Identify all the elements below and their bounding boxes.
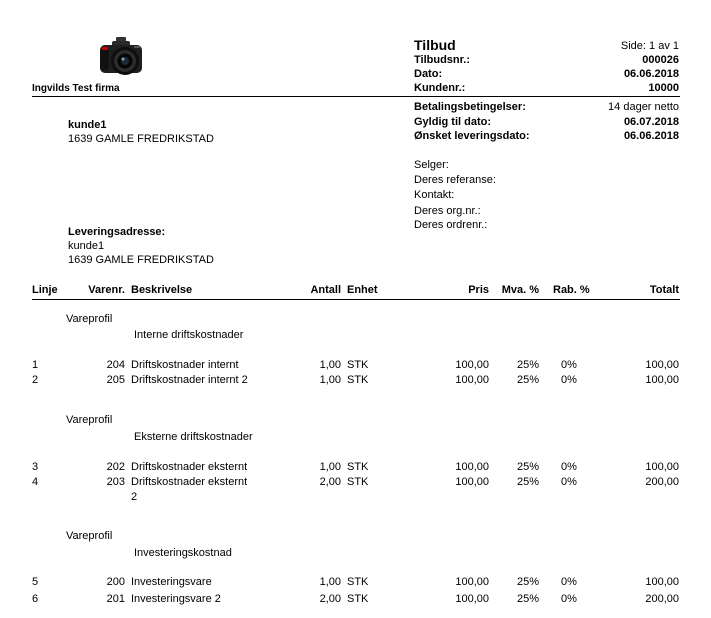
row-qty: 1,00 [319, 359, 341, 371]
payment-terms-label: Betalingsbetingelser: [414, 101, 526, 113]
row-unit: STK [347, 593, 369, 605]
row-discount: 0% [561, 359, 577, 371]
row-qty: 2,00 [319, 476, 341, 488]
date-value: 06.06.2018 [623, 68, 679, 80]
table-header-divider [32, 299, 680, 300]
row-total: 100,00 [645, 576, 679, 588]
header-divider [32, 96, 680, 97]
row-price: 100,00 [455, 576, 489, 588]
group-profile-label: Vareprofil [66, 313, 113, 325]
contact-label: Kontakt: [414, 189, 455, 201]
row-qty: 2,00 [319, 593, 341, 605]
customer-no-value: 10000 [648, 82, 679, 94]
row-total: 200,00 [645, 476, 679, 488]
delivery-address: 1639 GAMLE FREDRIKSTAD [68, 254, 214, 266]
col-header-total: Totalt [649, 284, 679, 296]
row-item-no: 201 [106, 593, 125, 605]
row-price: 100,00 [455, 593, 489, 605]
col-header-line: Linje [32, 284, 58, 296]
row-qty: 1,00 [319, 374, 341, 386]
col-header-item-no: Varenr. [88, 284, 125, 296]
delivery-name: kunde1 [68, 240, 105, 252]
company-logo [96, 32, 146, 82]
row-description: Driftskostnader eksternt [131, 461, 248, 473]
delivery-date-label: Ønsket leveringsdato: [414, 130, 530, 142]
row-qty: 1,00 [319, 576, 341, 588]
col-header-qty: Antall [310, 284, 341, 296]
row-unit: STK [347, 576, 369, 588]
valid-to-value: 06.07.2018 [623, 116, 679, 128]
row-discount: 0% [561, 593, 577, 605]
company-name: Ingvilds Test firma [32, 83, 120, 94]
row-vat: 25% [516, 461, 539, 473]
row-total: 100,00 [645, 359, 679, 371]
col-header-price: Pris [468, 284, 489, 296]
row-line: 4 [32, 476, 39, 488]
date-label: Dato: [414, 68, 443, 80]
row-discount: 0% [561, 461, 577, 473]
row-item-no: 204 [106, 359, 125, 371]
row-unit: STK [347, 374, 369, 386]
seller-label: Selger: [414, 159, 449, 171]
row-description: Driftskostnader internt [131, 359, 239, 371]
row-vat: 25% [516, 359, 539, 371]
their-order-label: Deres ordrenr.: [414, 219, 488, 231]
row-price: 100,00 [455, 476, 489, 488]
page-info [621, 40, 679, 53]
row-line: 3 [32, 461, 39, 473]
row-description: Driftskostnader eksternt [131, 476, 248, 488]
offer-no-value: 000026 [642, 54, 679, 66]
row-price: 100,00 [455, 359, 489, 371]
delivery-label: Leveringsadresse: [68, 226, 166, 238]
customer-address: 1639 GAMLE FREDRIKSTAD [68, 133, 214, 145]
row-line: 6 [32, 593, 39, 605]
payment-terms-value: 14 dager netto [608, 101, 679, 113]
customer-no-label: Kundenr.: [414, 82, 466, 94]
row-vat: 25% [516, 476, 539, 488]
col-header-vat: Mva. % [501, 284, 539, 296]
row-item-no: 202 [106, 461, 125, 473]
their-ref-label: Deres referanse: [414, 174, 496, 186]
group-profile-label: Vareprofil [66, 530, 113, 542]
row-vat: 25% [516, 593, 539, 605]
document-title: Tilbud [414, 37, 456, 53]
valid-to-label: Gyldig til dato: [414, 116, 491, 128]
row-description: Driftskostnader internt 2 [131, 374, 248, 386]
row-item-no: 200 [106, 576, 125, 588]
col-header-description: Beskrivelse [131, 284, 193, 296]
row-price: 100,00 [455, 374, 489, 386]
customer-name: kunde1 [68, 119, 107, 131]
row-description-cont: 2 [131, 491, 138, 503]
row-description: Investeringsvare [131, 576, 212, 588]
row-line: 2 [32, 374, 39, 386]
group-profile-name: Interne driftskostnader [134, 329, 244, 341]
row-discount: 0% [561, 374, 577, 386]
row-price: 100,00 [455, 461, 489, 473]
group-profile-name: Eksterne driftskostnader [134, 431, 253, 443]
group-profile-name: Investeringskostnad [134, 547, 232, 559]
row-qty: 1,00 [319, 461, 341, 473]
col-header-unit: Enhet [347, 284, 378, 296]
row-total: 100,00 [645, 461, 679, 473]
row-unit: STK [347, 476, 369, 488]
col-header-discount: Rab. % [553, 284, 590, 296]
page-label: Side: [620, 40, 646, 52]
row-total: 200,00 [645, 593, 679, 605]
offer-no-label: Tilbudsnr.: [414, 54, 471, 66]
row-total: 100,00 [645, 374, 679, 386]
page-value: 1 av 1 [649, 40, 679, 52]
row-item-no: 205 [106, 374, 125, 386]
row-discount: 0% [561, 576, 577, 588]
delivery-date-value: 06.06.2018 [623, 130, 679, 142]
row-unit: STK [347, 359, 369, 371]
row-discount: 0% [561, 476, 577, 488]
their-org-label: Deres org.nr.: [414, 205, 481, 217]
row-description: Investeringsvare 2 [131, 593, 221, 605]
row-vat: 25% [516, 576, 539, 588]
row-unit: STK [347, 461, 369, 473]
row-line: 5 [32, 576, 39, 588]
camera-icon [96, 32, 146, 82]
row-line: 1 [32, 359, 39, 371]
group-profile-label: Vareprofil [66, 414, 113, 426]
row-item-no: 203 [106, 476, 125, 488]
row-vat: 25% [516, 374, 539, 386]
